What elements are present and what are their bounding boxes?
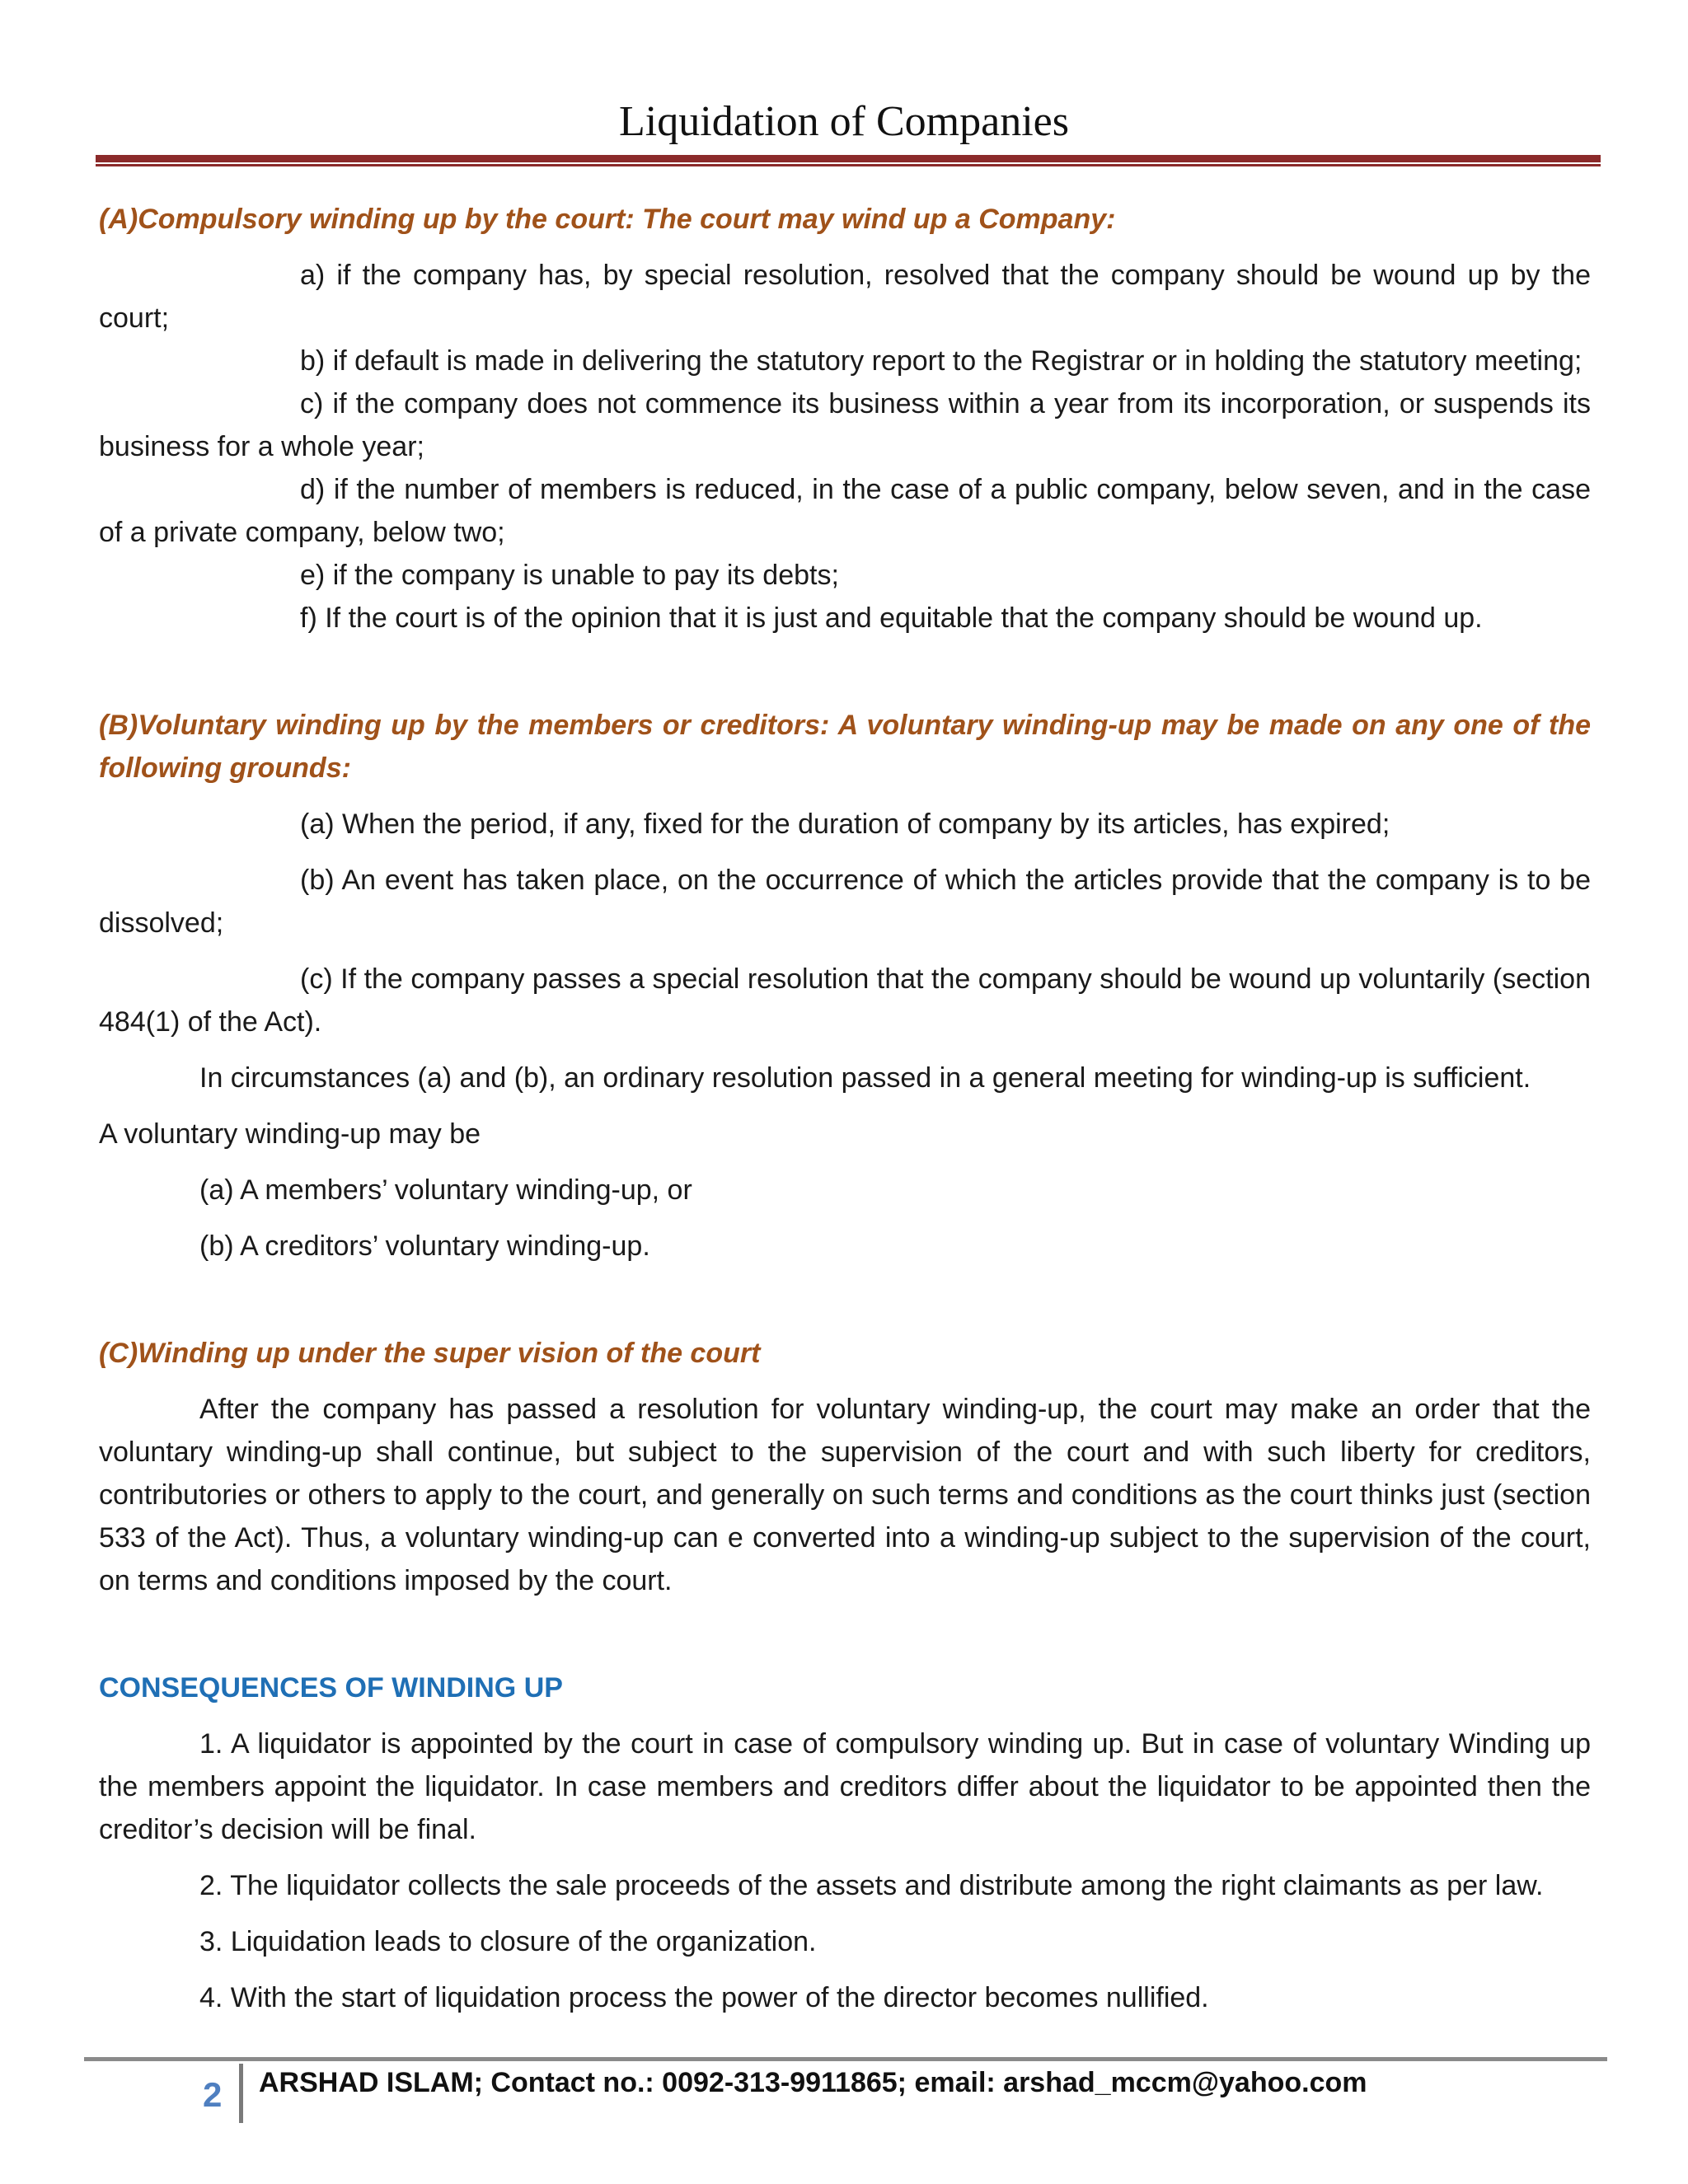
section-a-item: c) if the company does not commence its business within a year from its incorporation, or suspends its business for a whole year;: [99, 388, 1592, 462]
section-a-item: a) if the company has, by special resolution, resolved that the company should be wound up by the court;: [99, 260, 1591, 334]
section-a-item: b) if default is made in delivering the statutory report to the Registrar or in holding the statutory meeting;: [300, 345, 1582, 377]
footer-contact: ARSHAD ISLAM; Contact no.: 0092-313-9911865; email: arshad_mccm@yahoo.com: [259, 2067, 1367, 2098]
consequences-heading: CONSEQUENCES OF WINDING UP: [99, 1672, 563, 1704]
consequence-item: 4. With the start of liquidation process the power of the director becomes nullified.: [199, 1982, 1209, 2013]
voluntary-type: (a) A members’ voluntary winding-up, or: [199, 1174, 692, 1206]
consequence-item: 3. Liquidation leads to closure of the organization.: [199, 1926, 817, 1957]
section-c-heading: (C)Winding up under the super vision of the court: [99, 1338, 761, 1369]
voluntary-type: (b) A creditors’ voluntary winding-up.: [199, 1230, 650, 1262]
section-a-item: d) if the number of members is reduced, in the case of a public company, below seven, and in the case of a private company, below two;: [99, 474, 1591, 548]
section-a-item: e) if the company is unable to pay its debts;: [300, 560, 839, 591]
page-title: Liquidation of Companies: [619, 98, 1069, 145]
consequence-item: 1. A liquidator is appointed by the court in case of compulsory winding up. But in case of voluntary Winding up the members appoint the liquidator. In case members and creditors differ about the liquidator to be appointed then the creditor’s decision will be final.: [99, 1728, 1591, 1845]
consequence-item: 2. The liquidator collects the sale proceeds of the assets and distribute among the right claimants as per law.: [199, 1870, 1544, 1901]
section-b-item: (a) When the period, if any, fixed for the duration of company by its articles, has expired;: [300, 808, 1390, 840]
section-a-heading: (A)Compulsory winding up by the court: The court may wind up a Company:: [99, 204, 1116, 235]
header-rule-thin: [96, 164, 1601, 166]
circumstances-text: In circumstances (a) and (b), an ordinary resolution passed in a general meeting for winding-up is sufficient.: [199, 1062, 1531, 1094]
may-be-text: A voluntary winding-up may be: [99, 1118, 481, 1150]
header-rule: [96, 155, 1601, 162]
section-b-item: (c) If the company passes a special resolution that the company should be wound up voluntarily (section 484(1) of the Act).: [99, 963, 1591, 1038]
footer-rule: [84, 2057, 1607, 2061]
footer-divider: [239, 2064, 243, 2123]
page-number: 2: [203, 2075, 223, 2114]
section-c-paragraph: After the company has passed a resolution for voluntary winding-up, the court may make an order that the voluntary winding-up shall continue, but subject to the supervision of the court and with such liberty for creditors, contributories or others to apply to the court, and generally on such terms and conditions as the court thinks just (section 533 of the Act). Thus, a voluntary winding-up can e converted into a winding-up subject to the supervision of the court, on terms and conditions imposed by the court.: [99, 1394, 1591, 1596]
section-a-item: f) If the court is of the opinion that it is just and equitable that the company should be wound up.: [300, 602, 1483, 634]
section-b-item: (b) An event has taken place, on the occurrence of which the articles provide that the company is to be dissolved;: [99, 865, 1591, 939]
section-b-heading: (B)Voluntary winding up by the members or creditors: A voluntary winding-up may be made on any one of the following grounds:: [99, 710, 1591, 784]
content-area: [99, 198, 1591, 2019]
